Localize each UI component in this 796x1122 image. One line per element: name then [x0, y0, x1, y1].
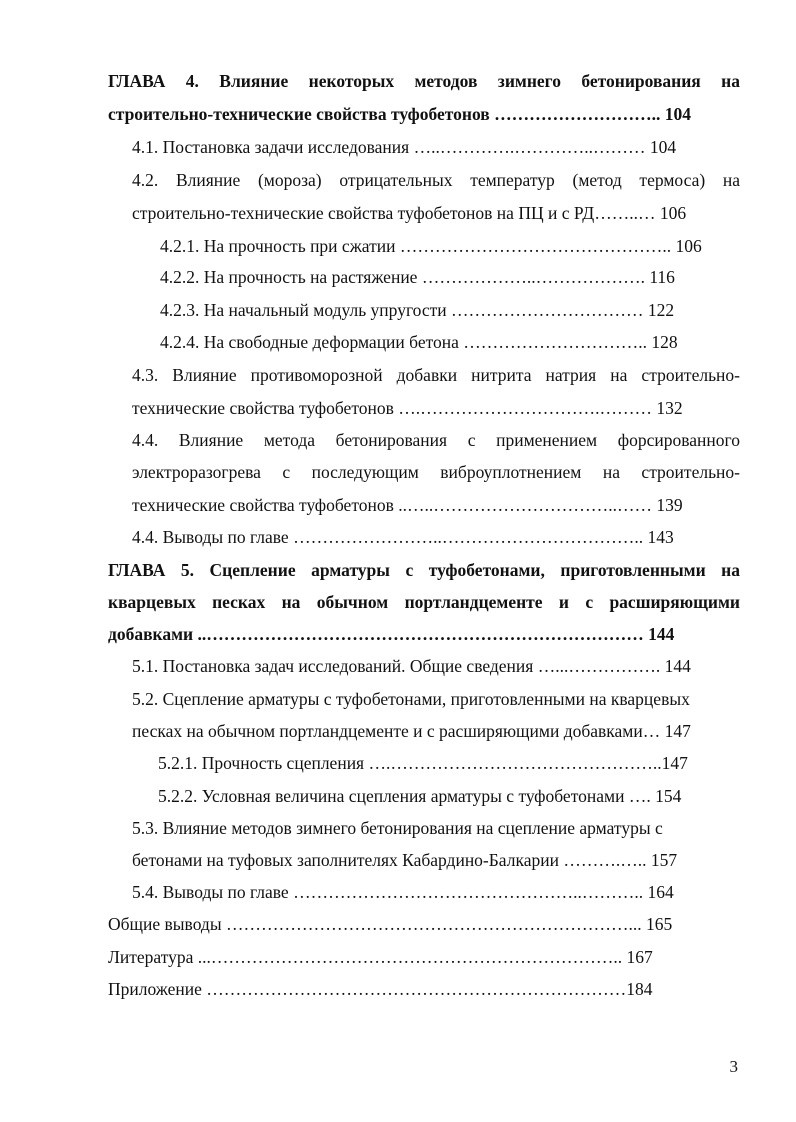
toc-entry-general-conclusions: Общие выводы ……………………………………………………………... 165: [108, 914, 673, 934]
toc-entry-4-2-4: 4.2.4. На свободные деформации бетона ………………………….. 128: [160, 332, 678, 352]
toc-entry-4-2-1: 4.2.1. На прочность при сжатии ……………………………………….. 106: [160, 236, 702, 256]
toc-entry-4-2-line-1: 4.2. Влияние (мороза) отрицательных температур (метод термоса) на: [132, 170, 740, 190]
toc-entry-4-4-line-2: электроразогрева с последующим виброуплотнением на строительно-: [132, 462, 740, 482]
toc-entry-4-4-line-3: технические свойства туфобетонов ..…..…………………………..…… 139: [132, 495, 683, 515]
toc-entry-4-4-conclusions: 4.4. Выводы по главе ……………………..…………………………….. 143: [132, 527, 674, 547]
toc-entry-4-2-3: 4.2.3. На начальный модуль упругости …………………………… 122: [160, 300, 675, 320]
toc-entry-4-3-line-2: технические свойства туфобетонов ….………………………….……… 132: [132, 398, 683, 418]
toc-chapter-5-title-line-1: ГЛАВА 5. Сцепление арматуры с туфобетонами, приготовленными на: [108, 560, 740, 580]
toc-entry-4-2-2: 4.2.2. На прочность на растяжение ………………..………………. 116: [160, 267, 675, 287]
toc-chapter-4-title-line-2: строительно-технические свойства туфобетонов ……………………….. 104: [108, 104, 692, 124]
toc-entry-4-1: 4.1. Постановка задачи исследования …..………….…………..……… 104: [132, 137, 677, 157]
toc-entry-appendix: Приложение ………………………………………………………………184: [108, 979, 653, 999]
toc-entry-5-4: 5.4. Выводы по главе …………………………………………..……….. 164: [132, 882, 674, 902]
toc-entry-5-2-2: 5.2.2. Условная величина сцепления арматуры с туфобетонами …. 154: [158, 786, 682, 806]
toc-entry-4-3-line-1: 4.3. Влияние противоморозной добавки нитрита натрия на строительно-: [132, 365, 740, 385]
toc-entry-5-2-line-1: 5.2. Сцепление арматуры с туфобетонами, приготовленными на кварцевых: [132, 689, 690, 709]
toc-chapter-5-title-line-2: кварцевых песках на обычном портландцементе и с расширяющими: [108, 592, 740, 612]
toc-entry-5-3-line-2: бетонами на туфовых заполнителях Кабардино-Балкарии ……….….. 157: [132, 850, 678, 870]
toc-chapter-4-title-line-1: ГЛАВА 4. Влияние некоторых методов зимнего бетонирования на: [108, 71, 740, 91]
toc-entry-5-1: 5.1. Постановка задач исследований. Общие сведения …...……………. 144: [132, 656, 691, 676]
toc-entry-5-2-line-2: песках на обычном портландцементе и с расширяющими добавками… 147: [132, 721, 691, 741]
toc-entry-literature: Литература ...…………………………………………………………….. 167: [108, 947, 653, 967]
toc-entry-5-2-1: 5.2.1. Прочность сцепления ….………………………………………..147: [158, 753, 688, 773]
toc-entry-4-4-line-1: 4.4. Влияние метода бетонирования с применением форсированного: [132, 430, 740, 450]
toc-entry-4-2-line-2: строительно-технические свойства туфобетонов на ПЦ и с РД……..… 106: [132, 203, 687, 223]
page-number: 3: [729, 1057, 738, 1076]
toc-entry-5-3-line-1: 5.3. Влияние методов зимнего бетонирования на сцепление арматуры с: [132, 818, 663, 838]
toc-chapter-5-title-line-3: добавками ..………………………………………………………………… 144: [108, 624, 675, 644]
